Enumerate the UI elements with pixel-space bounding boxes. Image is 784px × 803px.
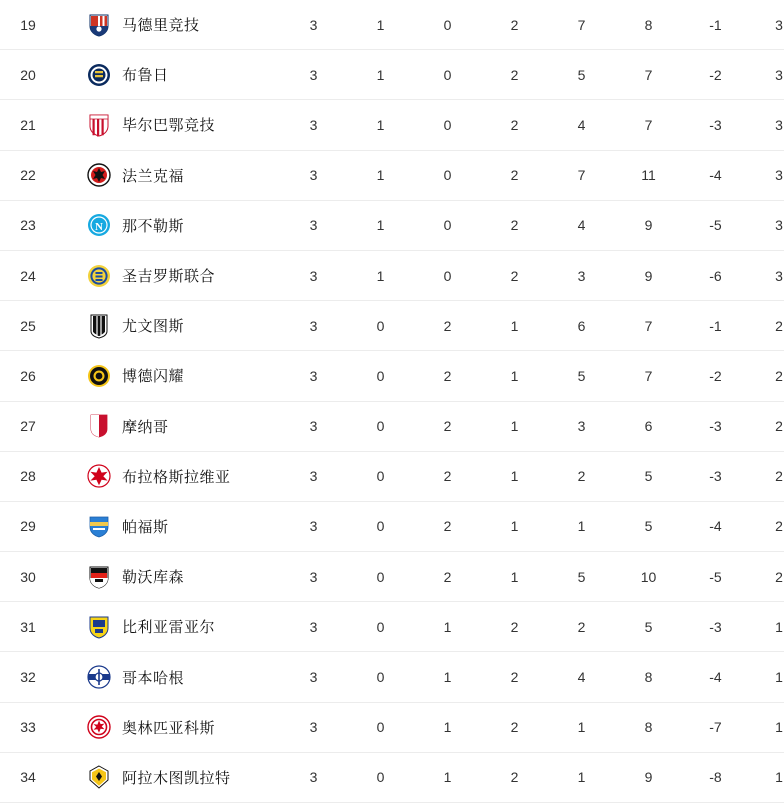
played-cell: 3 bbox=[309, 367, 318, 384]
draw-cell: 0 bbox=[443, 16, 452, 33]
goal-difference-cell: -2 bbox=[709, 367, 722, 384]
team-cell[interactable] bbox=[56, 564, 280, 590]
loss-cell: 2 bbox=[510, 66, 519, 83]
team-name: 马德里竞技 bbox=[122, 17, 200, 35]
team-cell[interactable] bbox=[56, 363, 280, 389]
villarreal-crest bbox=[86, 614, 112, 640]
goal-difference-cell: -1 bbox=[709, 317, 722, 334]
goals-against-cell: 8 bbox=[644, 719, 653, 736]
bodo-glimt-crest bbox=[86, 363, 112, 389]
played-cell: 3 bbox=[309, 618, 318, 635]
goals-against-cell: 7 bbox=[644, 317, 653, 334]
goals-against-cell: 5 bbox=[644, 518, 653, 535]
win-cell: 0 bbox=[376, 317, 385, 334]
goal-difference-cell: -7 bbox=[709, 719, 722, 736]
rank-cell: 21 bbox=[20, 116, 36, 133]
points-cell: 1 bbox=[775, 719, 783, 736]
goals-for-cell: 2 bbox=[577, 468, 586, 485]
team-cell[interactable] bbox=[56, 112, 280, 138]
goals-against-cell: 8 bbox=[644, 669, 653, 686]
rank-cell: 23 bbox=[20, 217, 36, 234]
team-name: 摩纳哥 bbox=[122, 418, 169, 436]
goal-difference-cell: -2 bbox=[709, 66, 722, 83]
rank-cell: 25 bbox=[20, 317, 36, 334]
draw-cell: 0 bbox=[443, 267, 452, 284]
goals-for-cell: 5 bbox=[577, 66, 586, 83]
goals-against-cell: 5 bbox=[644, 468, 653, 485]
draw-cell: 2 bbox=[443, 518, 452, 535]
goals-for-cell: 3 bbox=[577, 267, 586, 284]
loss-cell: 1 bbox=[510, 468, 519, 485]
team-cell[interactable] bbox=[56, 664, 280, 690]
goals-for-cell: 7 bbox=[577, 16, 586, 33]
win-cell: 0 bbox=[376, 468, 385, 485]
draw-cell: 2 bbox=[443, 418, 452, 435]
played-cell: 3 bbox=[309, 568, 318, 585]
draw-cell: 1 bbox=[443, 669, 452, 686]
team-cell[interactable] bbox=[56, 764, 280, 790]
draw-cell: 0 bbox=[443, 116, 452, 133]
goal-difference-cell: -5 bbox=[709, 217, 722, 234]
goals-for-cell: 4 bbox=[577, 116, 586, 133]
win-cell: 0 bbox=[376, 719, 385, 736]
atletico-madrid-crest bbox=[86, 12, 112, 38]
team-name: 尤文图斯 bbox=[122, 318, 185, 336]
table-row[interactable] bbox=[0, 602, 784, 652]
draw-cell: 0 bbox=[443, 217, 452, 234]
table-row[interactable] bbox=[0, 703, 784, 753]
draw-cell: 1 bbox=[443, 769, 452, 786]
goals-against-cell: 10 bbox=[640, 568, 657, 585]
goals-against-cell: 9 bbox=[644, 217, 653, 234]
win-cell: 0 bbox=[376, 518, 385, 535]
loss-cell: 1 bbox=[510, 367, 519, 384]
table-row[interactable] bbox=[0, 351, 784, 401]
points-cell: 2 bbox=[775, 468, 783, 485]
loss-cell: 2 bbox=[510, 217, 519, 234]
team-name: 布拉格斯拉维亚 bbox=[122, 468, 231, 486]
win-cell: 0 bbox=[376, 618, 385, 635]
table-row[interactable] bbox=[0, 0, 784, 50]
team-cell[interactable] bbox=[56, 614, 280, 640]
rank-cell: 33 bbox=[20, 719, 36, 736]
goals-against-cell: 9 bbox=[644, 267, 653, 284]
goals-against-cell: 11 bbox=[641, 167, 656, 184]
goals-against-cell: 9 bbox=[644, 769, 653, 786]
athletic-bilbao-crest bbox=[86, 112, 112, 138]
loss-cell: 2 bbox=[510, 769, 519, 786]
win-cell: 0 bbox=[376, 669, 385, 686]
juventus-crest bbox=[86, 313, 112, 339]
goals-for-cell: 7 bbox=[577, 167, 586, 184]
loss-cell: 1 bbox=[510, 418, 519, 435]
rank-cell: 24 bbox=[20, 267, 36, 284]
points-cell: 1 bbox=[775, 618, 783, 635]
draw-cell: 2 bbox=[443, 568, 452, 585]
win-cell: 1 bbox=[376, 167, 385, 184]
goal-difference-cell: -5 bbox=[709, 568, 722, 585]
pafos-crest bbox=[86, 513, 112, 539]
draw-cell: 2 bbox=[443, 317, 452, 334]
goals-for-cell: 1 bbox=[577, 518, 586, 535]
rank-cell: 26 bbox=[20, 367, 36, 384]
goals-for-cell: 4 bbox=[577, 669, 586, 686]
loss-cell: 2 bbox=[510, 267, 519, 284]
goal-difference-cell: -8 bbox=[709, 769, 722, 786]
rank-cell: 22 bbox=[20, 167, 36, 184]
team-cell[interactable] bbox=[56, 263, 280, 289]
loss-cell: 2 bbox=[510, 167, 519, 184]
loss-cell: 2 bbox=[510, 618, 519, 635]
draw-cell: 0 bbox=[443, 66, 452, 83]
points-cell: 3 bbox=[775, 66, 783, 83]
team-cell[interactable] bbox=[56, 12, 280, 38]
points-cell: 2 bbox=[775, 418, 783, 435]
rank-cell: 28 bbox=[20, 468, 36, 485]
goals-against-cell: 7 bbox=[644, 367, 653, 384]
goals-for-cell: 5 bbox=[577, 367, 586, 384]
draw-cell: 2 bbox=[443, 367, 452, 384]
monaco-crest bbox=[86, 413, 112, 439]
played-cell: 3 bbox=[309, 267, 318, 284]
kairat-almaty-crest bbox=[86, 764, 112, 790]
team-name: 那不勒斯 bbox=[122, 217, 185, 235]
loss-cell: 1 bbox=[510, 568, 519, 585]
loss-cell: 2 bbox=[510, 719, 519, 736]
table-row[interactable] bbox=[0, 452, 784, 502]
goals-against-cell: 7 bbox=[644, 116, 653, 133]
goals-for-cell: 2 bbox=[577, 618, 586, 635]
table-row[interactable] bbox=[0, 502, 784, 552]
table-row[interactable] bbox=[0, 402, 784, 452]
goal-difference-cell: -6 bbox=[709, 267, 722, 284]
goal-difference-cell: -4 bbox=[709, 518, 722, 535]
goal-difference-cell: -4 bbox=[709, 669, 722, 686]
team-name: 布鲁日 bbox=[122, 67, 169, 85]
points-cell: 2 bbox=[775, 367, 783, 384]
rank-cell: 32 bbox=[20, 669, 36, 686]
goal-difference-cell: -1 bbox=[709, 16, 722, 33]
rank-cell: 27 bbox=[20, 418, 36, 435]
points-cell: 3 bbox=[775, 217, 783, 234]
team-name: 帕福斯 bbox=[122, 518, 169, 536]
played-cell: 3 bbox=[309, 518, 318, 535]
played-cell: 3 bbox=[309, 16, 318, 33]
goals-for-cell: 1 bbox=[577, 769, 586, 786]
win-cell: 0 bbox=[376, 367, 385, 384]
goal-difference-cell: -3 bbox=[709, 116, 722, 133]
played-cell: 3 bbox=[309, 769, 318, 786]
goals-for-cell: 4 bbox=[577, 217, 586, 234]
table-row[interactable] bbox=[0, 251, 784, 301]
points-cell: 3 bbox=[775, 16, 783, 33]
table-row[interactable] bbox=[0, 50, 784, 100]
points-cell: 2 bbox=[775, 317, 783, 334]
played-cell: 3 bbox=[309, 468, 318, 485]
played-cell: 3 bbox=[309, 217, 318, 234]
win-cell: 0 bbox=[376, 568, 385, 585]
goals-for-cell: 6 bbox=[577, 317, 586, 334]
table-row[interactable] bbox=[0, 552, 784, 602]
win-cell: 1 bbox=[376, 66, 385, 83]
svg-text:N: N bbox=[95, 221, 103, 234]
rank-cell: 34 bbox=[20, 769, 36, 786]
team-cell[interactable] bbox=[56, 313, 280, 339]
team-cell[interactable] bbox=[56, 62, 280, 88]
points-cell: 2 bbox=[775, 518, 783, 535]
table-row[interactable] bbox=[0, 652, 784, 702]
win-cell: 0 bbox=[376, 769, 385, 786]
team-name: 法兰克福 bbox=[122, 167, 185, 185]
team-name: 比利亚雷亚尔 bbox=[122, 619, 216, 637]
loss-cell: 2 bbox=[510, 116, 519, 133]
leverkusen-crest bbox=[86, 564, 112, 590]
team-cell[interactable] bbox=[56, 413, 280, 439]
rank-cell: 29 bbox=[20, 518, 36, 535]
draw-cell: 1 bbox=[443, 719, 452, 736]
goal-difference-cell: -3 bbox=[709, 618, 722, 635]
team-name: 哥本哈根 bbox=[122, 669, 185, 687]
team-name: 勒沃库森 bbox=[122, 569, 185, 587]
table-row[interactable] bbox=[0, 201, 784, 251]
table-row[interactable] bbox=[0, 151, 784, 201]
goals-against-cell: 6 bbox=[644, 418, 653, 435]
points-cell: 1 bbox=[775, 669, 783, 686]
rank-cell: 30 bbox=[20, 568, 36, 585]
goals-for-cell: 5 bbox=[577, 568, 586, 585]
team-name: 奥林匹亚科斯 bbox=[122, 719, 216, 737]
win-cell: 1 bbox=[376, 217, 385, 234]
win-cell: 0 bbox=[376, 418, 385, 435]
draw-cell: 2 bbox=[443, 468, 452, 485]
played-cell: 3 bbox=[309, 719, 318, 736]
table-row[interactable] bbox=[0, 753, 784, 803]
goal-difference-cell: -3 bbox=[709, 468, 722, 485]
union-saint-gilloise-crest bbox=[86, 263, 112, 289]
eintracht-frankfurt-crest bbox=[86, 162, 112, 188]
team-name: 毕尔巴鄂竞技 bbox=[122, 117, 216, 135]
points-cell: 2 bbox=[775, 568, 783, 585]
team-name: 圣吉罗斯联合 bbox=[122, 268, 216, 286]
points-cell: 3 bbox=[775, 167, 783, 184]
team-cell[interactable] bbox=[56, 513, 280, 539]
played-cell: 3 bbox=[309, 669, 318, 686]
rank-cell: 19 bbox=[20, 16, 36, 33]
loss-cell: 1 bbox=[510, 518, 519, 535]
played-cell: 3 bbox=[309, 116, 318, 133]
points-cell: 1 bbox=[775, 769, 783, 786]
goals-for-cell: 1 bbox=[577, 719, 586, 736]
win-cell: 1 bbox=[376, 116, 385, 133]
table-row[interactable] bbox=[0, 100, 784, 150]
club-brugge-crest bbox=[86, 62, 112, 88]
goals-against-cell: 5 bbox=[644, 618, 653, 635]
draw-cell: 1 bbox=[443, 618, 452, 635]
goals-against-cell: 7 bbox=[644, 66, 653, 83]
loss-cell: 2 bbox=[510, 16, 519, 33]
goal-difference-cell: -3 bbox=[709, 418, 722, 435]
played-cell: 3 bbox=[309, 418, 318, 435]
team-cell[interactable] bbox=[56, 714, 280, 740]
goal-difference-cell: -4 bbox=[709, 167, 722, 184]
goals-for-cell: 3 bbox=[577, 418, 586, 435]
slavia-prague-crest bbox=[86, 463, 112, 489]
team-cell[interactable] bbox=[56, 212, 280, 238]
goals-against-cell: 8 bbox=[644, 16, 653, 33]
played-cell: 3 bbox=[309, 66, 318, 83]
draw-cell: 0 bbox=[443, 167, 452, 184]
points-cell: 3 bbox=[775, 116, 783, 133]
played-cell: 3 bbox=[309, 167, 318, 184]
rank-cell: 20 bbox=[20, 66, 36, 83]
team-name: 博德闪耀 bbox=[122, 368, 185, 386]
win-cell: 1 bbox=[376, 16, 385, 33]
team-cell[interactable] bbox=[56, 162, 280, 188]
played-cell: 3 bbox=[309, 317, 318, 334]
table-row[interactable] bbox=[0, 301, 784, 351]
points-cell: 3 bbox=[775, 267, 783, 284]
napoli-crest bbox=[86, 212, 112, 238]
team-name: 阿拉木图凯拉特 bbox=[122, 769, 231, 787]
loss-cell: 1 bbox=[510, 317, 519, 334]
copenhagen-crest bbox=[86, 664, 112, 690]
team-cell[interactable] bbox=[56, 463, 280, 489]
rank-cell: 31 bbox=[20, 618, 36, 635]
loss-cell: 2 bbox=[510, 669, 519, 686]
win-cell: 1 bbox=[376, 267, 385, 284]
olympiacos-crest bbox=[86, 714, 112, 740]
